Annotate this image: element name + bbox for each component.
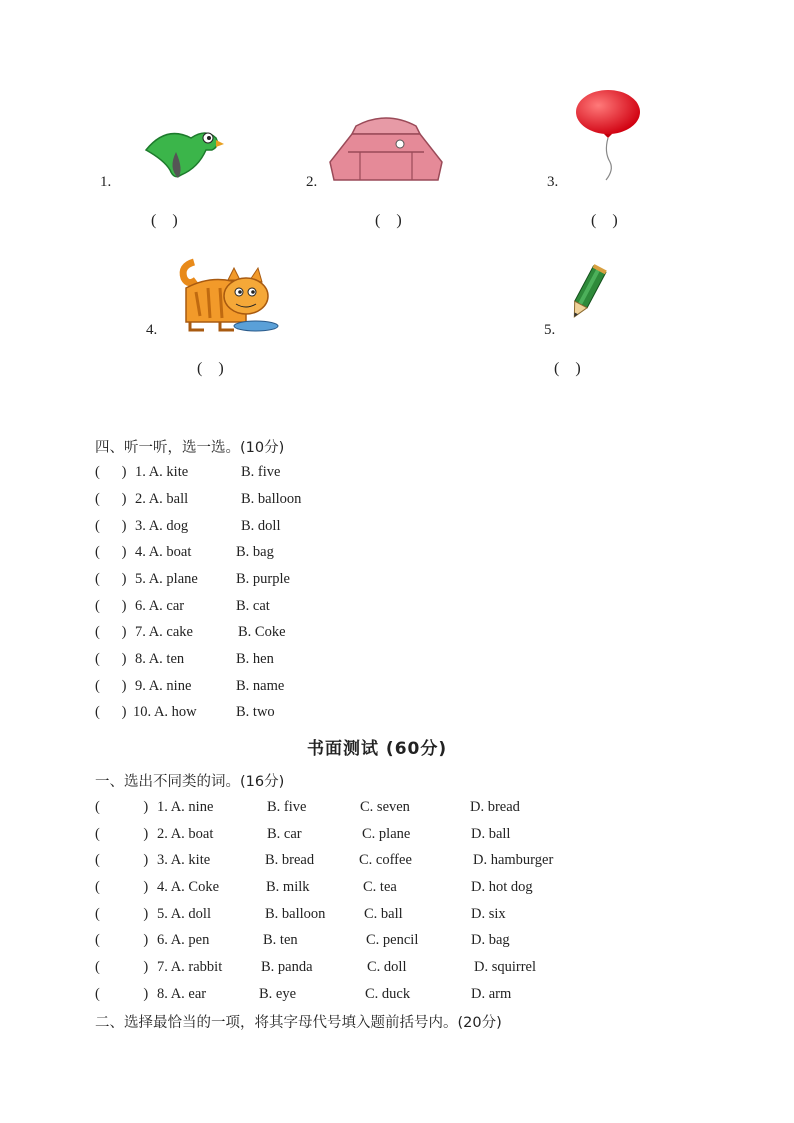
option-b: B. ten (263, 932, 298, 948)
answer-blank[interactable]: ( ) (95, 518, 127, 534)
picture-number: 1. (100, 174, 112, 190)
option-b: B. doll (241, 518, 281, 534)
picture-number: 3. (547, 174, 559, 190)
option-a: 2. A. boat (157, 826, 214, 842)
bird-icon (136, 120, 226, 187)
answer-blank[interactable]: ( ) (95, 491, 127, 507)
answer-blank[interactable]: ( ) (591, 212, 618, 229)
option-b: B. hen (236, 651, 274, 667)
section-heading: 四、听一听，选一选。(10分) (95, 440, 285, 456)
answer-blank[interactable]: ( ) (554, 360, 581, 377)
option-c: C. pencil (366, 932, 419, 948)
answer-blank[interactable]: ( ) (151, 212, 178, 229)
answer-blank[interactable]: ( ) (95, 624, 127, 640)
option-b: B. eye (259, 986, 297, 1002)
option-d: D. arm (471, 986, 512, 1002)
option-b: B. five (267, 799, 307, 815)
option-c: C. tea (363, 879, 397, 895)
option-d: D. bag (471, 932, 510, 948)
option-d: D. hot dog (471, 879, 533, 895)
option-a: 4. A. Coke (157, 879, 220, 895)
option-d: D. hamburger (473, 852, 554, 868)
option-a: 5. A. doll (157, 906, 211, 922)
answer-blank[interactable]: ( ) (95, 651, 127, 667)
option-a: 6. A. car (135, 598, 185, 614)
cat-icon (176, 258, 280, 341)
option-a: 4. A. boat (135, 544, 192, 560)
option-b: B. five (241, 464, 281, 480)
bag-icon (326, 112, 446, 191)
option-a: 3. A. dog (135, 518, 189, 534)
option-b: B. car (267, 826, 302, 842)
answer-blank[interactable]: ( ) (95, 959, 149, 975)
option-b: B. name (236, 678, 285, 694)
picture-number: 4. (146, 322, 158, 338)
option-a: 10. A. how (133, 704, 197, 720)
option-c: C. duck (365, 986, 411, 1002)
option-a: 1. A. kite (135, 464, 189, 480)
option-b: B. panda (261, 959, 313, 975)
option-b: B. milk (266, 879, 310, 895)
option-b: B. two (236, 704, 275, 720)
option-a: 7. A. rabbit (157, 959, 223, 975)
option-c: C. ball (364, 906, 403, 922)
answer-blank[interactable]: ( ) (95, 704, 127, 720)
answer-blank[interactable]: ( ) (375, 212, 402, 229)
answer-blank[interactable]: ( ) (95, 932, 149, 948)
answer-blank[interactable]: ( ) (95, 464, 127, 480)
option-d: D. ball (471, 826, 511, 842)
picture-number: 2. (306, 174, 318, 190)
option-a: 8. A. ten (135, 651, 185, 667)
answer-blank[interactable]: ( ) (95, 879, 149, 895)
option-b: B. bread (265, 852, 315, 868)
answer-blank[interactable]: ( ) (197, 360, 224, 377)
option-a: 9. A. nine (135, 678, 192, 694)
option-c: C. coffee (359, 852, 412, 868)
option-a: 6. A. pen (157, 932, 210, 948)
option-d: D. six (471, 906, 506, 922)
answer-blank[interactable]: ( ) (95, 799, 149, 815)
option-a: 1. A. nine (157, 799, 214, 815)
option-a: 5. A. plane (135, 571, 198, 587)
answer-blank[interactable]: ( ) (95, 826, 149, 842)
answer-blank[interactable]: ( ) (95, 986, 149, 1002)
section-heading: 二、选择最恰当的一项，将其字母代号填入题前括号内。(20分) (95, 1015, 502, 1031)
option-b: B. balloon (265, 906, 326, 922)
option-d: D. squirrel (474, 959, 537, 975)
option-c: C. doll (367, 959, 407, 975)
answer-blank[interactable]: ( ) (95, 598, 127, 614)
option-c: C. plane (362, 826, 411, 842)
answer-blank[interactable]: ( ) (95, 852, 149, 868)
answer-blank[interactable]: ( ) (95, 544, 127, 560)
answer-blank[interactable]: ( ) (95, 678, 127, 694)
option-a: 3. A. kite (157, 852, 211, 868)
pencil-icon (562, 262, 612, 329)
option-a: 2. A. ball (135, 491, 189, 507)
option-d: D. bread (470, 799, 520, 815)
option-b: B. balloon (241, 491, 302, 507)
option-a: 7. A. cake (135, 624, 193, 640)
picture-number: 5. (544, 322, 556, 338)
option-b: B. bag (236, 544, 274, 560)
option-a: 8. A. ear (157, 986, 207, 1002)
option-b: B. Coke (238, 624, 286, 640)
balloon-icon (574, 90, 644, 191)
section-heading: 一、选出不同类的词。(16分) (95, 774, 285, 790)
option-b: B. purple (236, 571, 290, 587)
page-title: 书面测试 (60分) (307, 739, 448, 759)
option-c: C. seven (360, 799, 410, 815)
answer-blank[interactable]: ( ) (95, 571, 127, 587)
answer-blank[interactable]: ( ) (95, 906, 149, 922)
option-b: B. cat (236, 598, 270, 614)
